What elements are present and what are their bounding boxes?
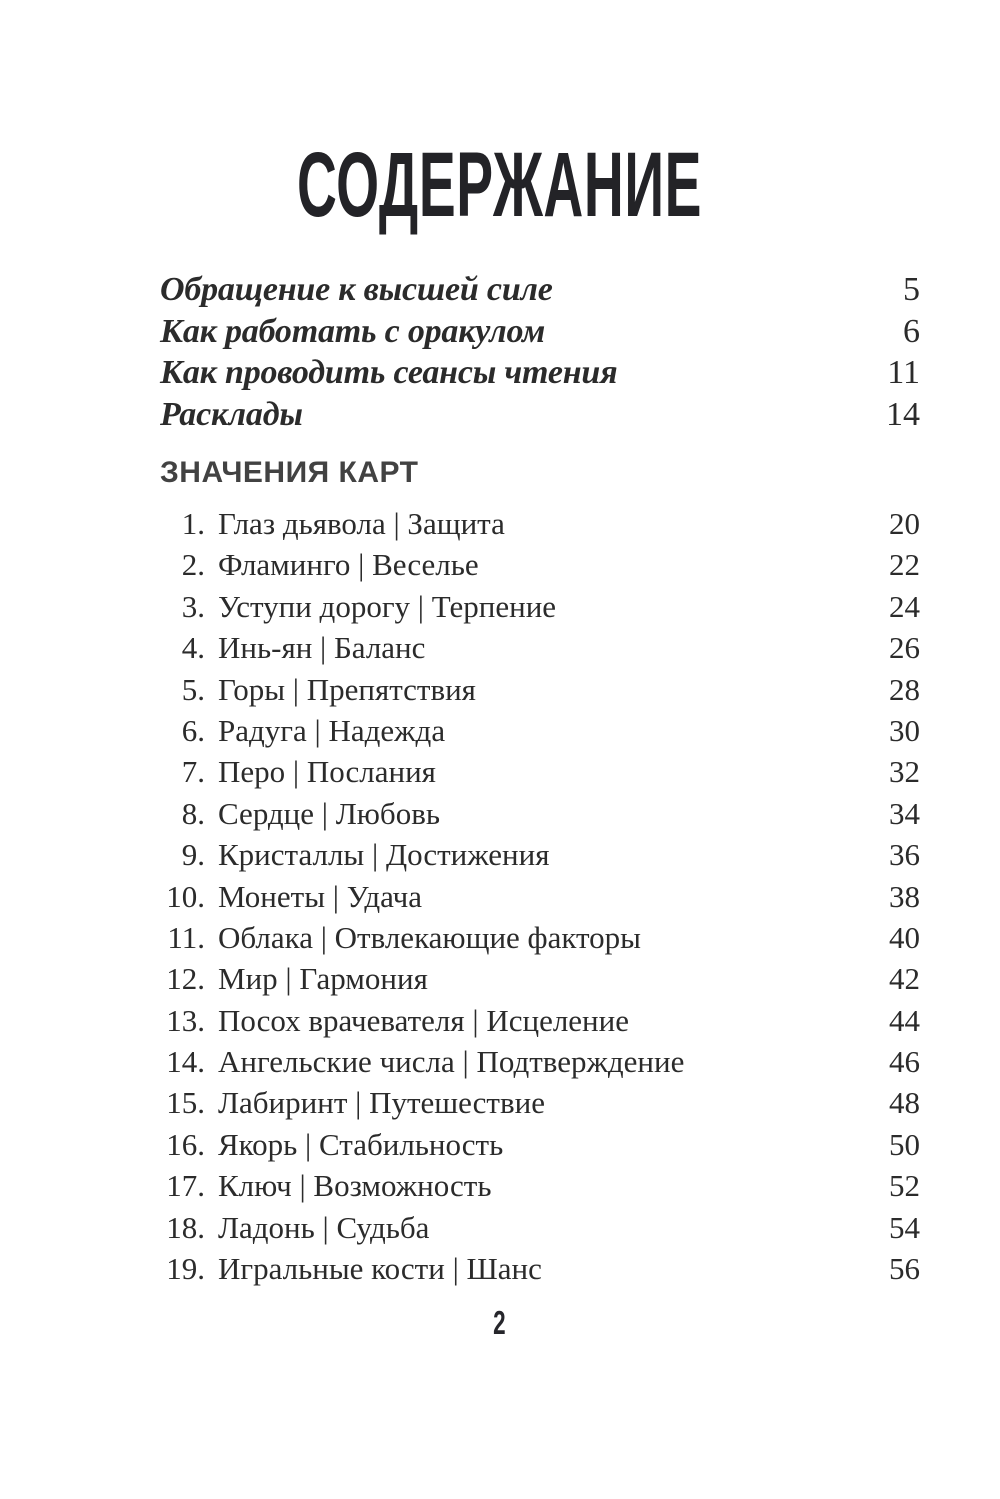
toc-entry: [150, 1082, 920, 1123]
toc-entry: [150, 1165, 920, 1206]
entry-number: 15.: [166, 1085, 205, 1121]
entry-number: 8.: [181, 795, 205, 831]
entry-label: Ангельские числа | Подтверждение: [218, 1044, 685, 1080]
page-title: [0, 134, 1000, 236]
entry-number: 13.: [166, 1002, 205, 1038]
entry-label: Инь-ян | Баланс: [218, 630, 426, 666]
entry-page-number: 40: [889, 919, 920, 955]
entry-label: Монеты | Удача: [218, 878, 422, 914]
entry-page-number: 26: [889, 630, 920, 666]
toc-entry: [160, 311, 920, 353]
entry-page-number: 52: [889, 1168, 920, 1204]
entry-label: Сердце | Любовь: [218, 795, 440, 831]
toc-entry: [150, 1124, 920, 1165]
entry-label: Глаз дьявола | Защита: [218, 506, 505, 541]
entry-label: Игральные кости | Шанс: [218, 1251, 542, 1287]
entry-label: Кристаллы | Достижения: [218, 837, 550, 873]
entry-label: Как работать с оракулом: [160, 312, 546, 350]
entry-page-number: 50: [889, 1126, 920, 1162]
section-header: ЗНАЧЕНИЯ КАРТ: [160, 456, 419, 489]
entry-page-number: 28: [889, 671, 920, 707]
entry-label: Посох врачевателя | Исцеление: [218, 1002, 629, 1038]
entry-page-number: 14: [886, 395, 920, 433]
entry-label: Радуга | Надежда: [218, 712, 446, 748]
entry-number: 4.: [181, 630, 205, 666]
entry-number: 3.: [181, 588, 205, 624]
entry-page-number: 5: [903, 271, 920, 308]
entry-number: 18.: [166, 1209, 205, 1245]
entry-page-number: 6: [903, 312, 920, 350]
entry-number: 16.: [166, 1126, 205, 1162]
toc-entry: [150, 586, 920, 627]
card-entries-list: [150, 503, 920, 1289]
entry-number: 14.: [166, 1044, 205, 1080]
toc-entry: [150, 1000, 920, 1041]
entry-page-number: 34: [889, 795, 920, 831]
entry-number: 2.: [181, 547, 205, 583]
page-title-text: СОДЕРЖАНИЕ: [297, 134, 703, 236]
entry-number: 10.: [166, 878, 205, 914]
entry-page-number: 44: [889, 1002, 920, 1038]
entry-page-number: 24: [889, 588, 920, 624]
entry-label: Якорь | Стабильность: [218, 1126, 504, 1162]
entry-number: 19.: [166, 1251, 205, 1287]
intro-entries-list: [160, 269, 920, 435]
toc-entry: [150, 834, 920, 875]
toc-entry: [150, 876, 920, 917]
entry-label: Обращение к высшей силе: [160, 271, 553, 308]
entry-page-number: 48: [889, 1085, 920, 1121]
toc-entry: [150, 544, 920, 585]
entry-number: 11.: [167, 919, 205, 955]
toc-entry: [150, 958, 920, 999]
entry-page-number: 42: [889, 961, 920, 997]
entry-label: Как проводить сеансы чтения: [160, 354, 618, 391]
entry-number: 12.: [166, 961, 205, 997]
toc-entry: [150, 710, 920, 751]
entry-label: Ладонь | Судьба: [218, 1209, 430, 1245]
entry-number: 17.: [166, 1168, 205, 1204]
toc-entry: [150, 917, 920, 958]
entry-page-number: 46: [889, 1044, 920, 1080]
entry-page-number: 30: [889, 712, 920, 748]
toc-entry: [150, 669, 920, 710]
folio: [0, 1304, 1000, 1342]
toc-entry: [150, 751, 920, 792]
entry-page-number: 36: [889, 837, 920, 873]
entry-label: Расклады: [160, 395, 303, 433]
entry-page-number: 54: [889, 1209, 920, 1245]
toc-entry: [160, 269, 920, 311]
toc-entry: [150, 503, 920, 544]
entry-label: Ключ | Возможность: [218, 1168, 492, 1204]
entry-label: Мир | Гармония: [218, 961, 428, 997]
entry-page-number: 22: [889, 547, 920, 583]
entry-number: 9.: [181, 837, 205, 873]
entry-page-number: 32: [889, 754, 920, 790]
entry-label: Фламинго | Веселье: [218, 547, 479, 583]
toc-entry: [150, 793, 920, 834]
entry-number: 6.: [181, 712, 205, 748]
toc-entry: [160, 394, 920, 436]
entry-page-number: 20: [889, 506, 920, 541]
toc-entry: [150, 1207, 920, 1248]
toc-entry: [160, 352, 920, 394]
toc-entry: [150, 1248, 920, 1289]
entry-page-number: 38: [889, 878, 920, 914]
entry-number: 5.: [181, 671, 205, 707]
entry-page-number: 11: [887, 354, 920, 391]
entry-number: 1.: [181, 506, 205, 541]
toc-entry: [150, 1041, 920, 1082]
folio-page-number: 2: [493, 1304, 507, 1342]
entry-label: Перо | Послания: [218, 754, 436, 790]
entry-label: Облака | Отвлекающие факторы: [218, 919, 642, 955]
entry-page-number: 56: [889, 1251, 920, 1287]
toc-entry: [150, 627, 920, 668]
entry-number: 7.: [181, 754, 205, 790]
entry-label: Горы | Препятствия: [218, 671, 476, 707]
entry-label: Уступи дорогу | Терпение: [218, 588, 557, 624]
entry-label: Лабиринт | Путешествие: [218, 1085, 545, 1121]
